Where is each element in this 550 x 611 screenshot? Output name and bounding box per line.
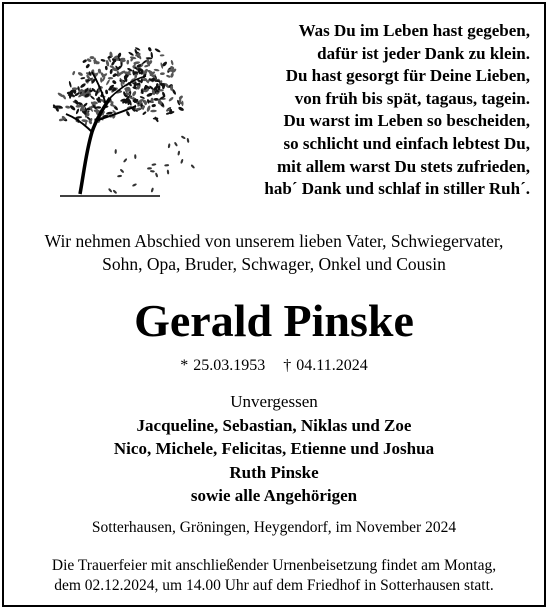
mourner-line: Jacqueline, Sebastian, Niklas und Zoe [136, 415, 412, 435]
place-and-date: Sotterhausen, Gröningen, Heygendorf, im November 2024 [91, 519, 457, 536]
deceased-name: Gerald Pinske [134, 295, 414, 346]
intro-text [4, 230, 544, 276]
poem-line: mit allem warst Du stets zufrieden, [276, 156, 530, 176]
poem-line: Du warst im Leben so bescheiden, [283, 111, 530, 131]
death-date: † 04.11.2024 [283, 357, 368, 374]
obituary-notice [2, 2, 546, 607]
intro-line: Wir nehmen Abschied von unserem lieben Vater, Schwiegervater, [44, 231, 504, 251]
mourner-line: Nico, Michele, Felicitas, Etienne und Joshua [113, 439, 435, 458]
intro-line: Sohn, Opa, Bruder, Schwager, Onkel und Cousin [102, 254, 446, 274]
poem-line: hab´ Dank und schlaf in stiller Ruh´. [264, 179, 530, 199]
poem-line: Du hast gesorgt für Deine Lieben, [285, 66, 530, 86]
windblown-tree-icon [40, 32, 200, 202]
service-line: Die Trauerfeier mit anschließender Urnenbeisetzung findet am Montag, [51, 557, 497, 574]
poem [190, 20, 530, 201]
poem-line: von früh bis spät, tagaus, tagein. [294, 88, 530, 108]
poem-line: Was Du im Leben hast gegeben, [298, 21, 530, 40]
birth-date: * 25.03.1953 [180, 357, 266, 374]
mourners [4, 390, 544, 508]
poem-line: dafür ist jeder Dank zu klein. [317, 43, 530, 63]
funeral-service-info [4, 556, 544, 596]
mourner-line: sowie alle Angehörigen [190, 486, 358, 505]
service-line: dem 02.12.2024, um 14.00 Uhr auf dem Friedhof in Sotterhausen statt. [54, 577, 494, 594]
mourner-line: Ruth Pinske [229, 462, 319, 482]
life-dates [4, 356, 544, 376]
poem-line: so schlicht und einfach lebtest Du, [283, 133, 530, 153]
mourners-heading: Unvergessen [230, 392, 318, 411]
